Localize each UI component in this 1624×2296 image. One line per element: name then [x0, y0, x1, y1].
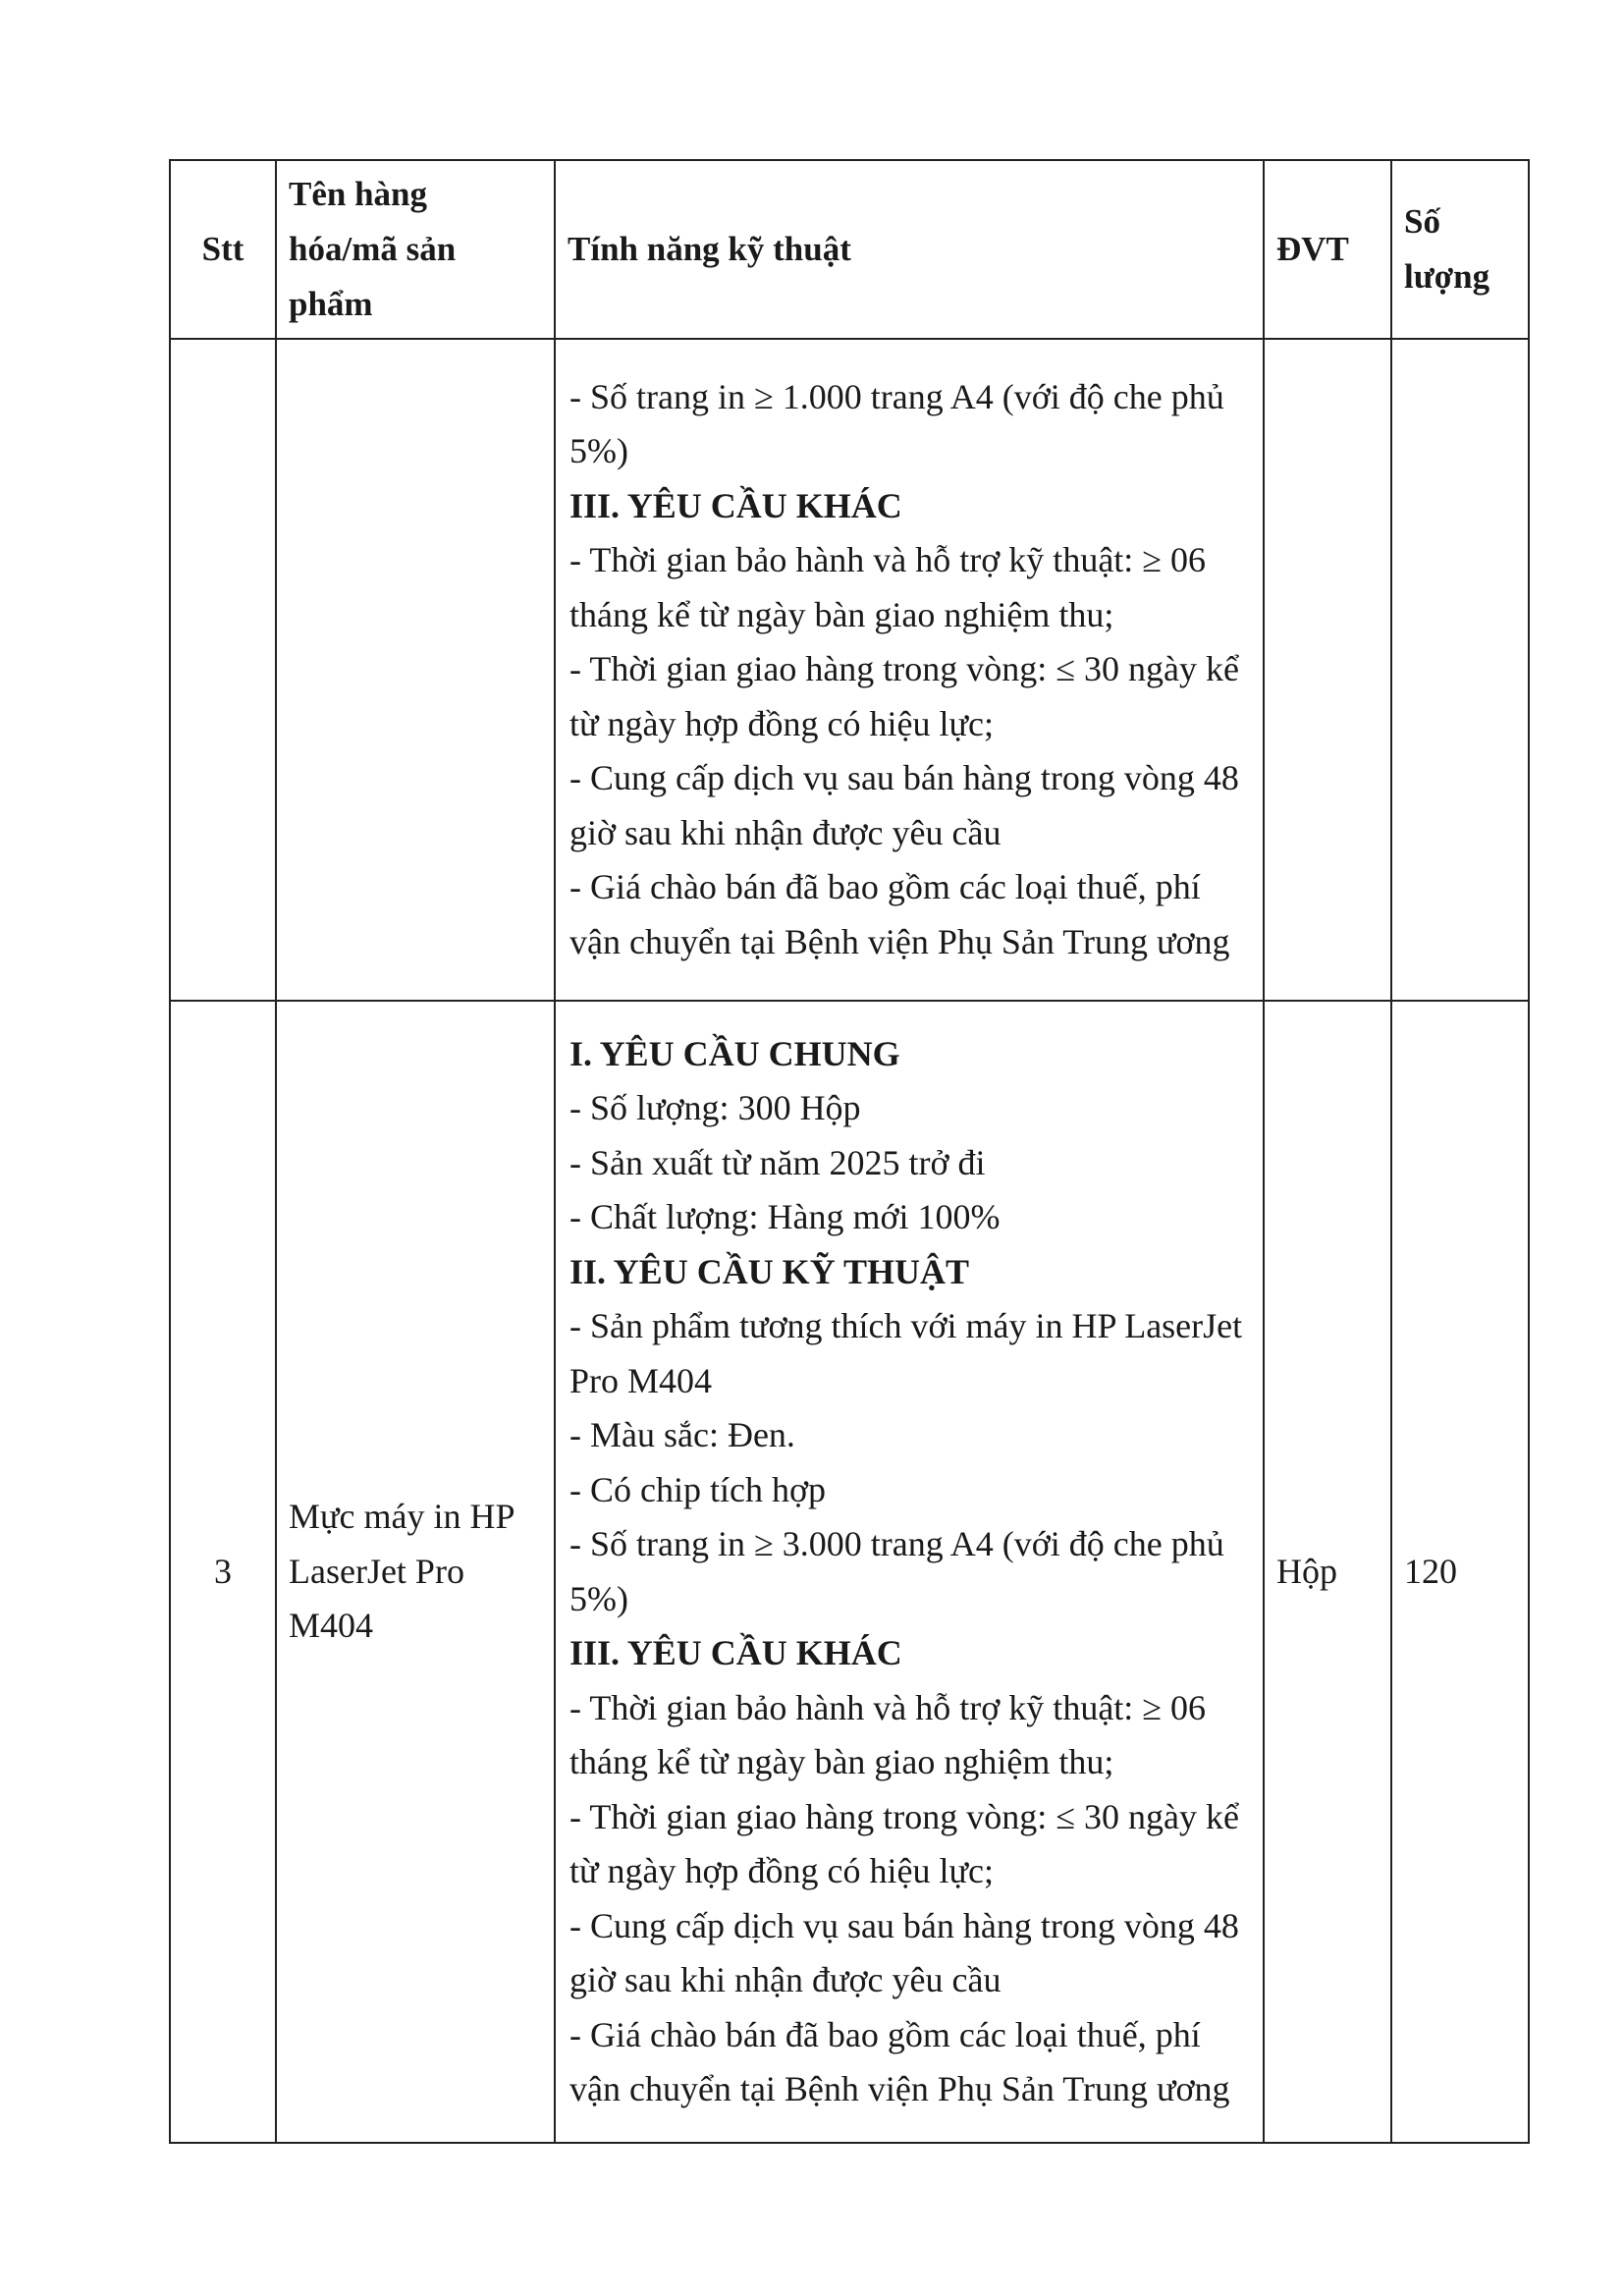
spec-line: - Thời gian bảo hành và hỗ trợ kỹ thuật: ≥ 06 tháng kể từ ngày bàn giao nghiệm thu; — [569, 540, 1207, 634]
cell-stt-empty — [170, 339, 276, 1001]
spec-line: - Thời gian giao hàng trong vòng: ≤ 30 ngày kể từ ngày hợp đồng có hiệu lực; — [569, 1796, 1240, 1890]
table-row-item-3 — [170, 1001, 1529, 2143]
spec-list-item — [569, 1027, 1251, 2117]
spec-line: - Số trang in ≥ 3.000 trang A4 (với độ che phủ 5%) — [569, 1524, 1224, 1618]
cell-name-empty — [276, 339, 555, 1001]
header-qty: Số lượng — [1391, 160, 1529, 339]
cell-qty: 120 — [1391, 1001, 1529, 2143]
cell-spec-continued — [555, 339, 1264, 1001]
header-stt: Stt — [170, 160, 276, 339]
spec-line: - Cung cấp dịch vụ sau bán hàng trong vòng 48 giờ sau khi nhận được yêu cầu — [569, 758, 1239, 852]
spec-section-heading: III. YÊU CẦU KHÁC — [569, 485, 902, 525]
table-row-continued — [170, 339, 1529, 1001]
spec-section-heading: III. YÊU CẦU KHÁC — [569, 1633, 902, 1672]
spec-line: - Giá chào bán đã bao gồm các loại thuế, phí vận chuyển tại Bệnh viện Phụ Sản Trung ương — [569, 2014, 1230, 2108]
cell-unit-empty — [1264, 339, 1391, 1001]
spec-line: - Cung cấp dịch vụ sau bán hàng trong vòng 48 giờ sau khi nhận được yêu cầu — [569, 1905, 1239, 1999]
cell-stt: 3 — [170, 1001, 276, 2143]
spec-line: - Chất lượng: Hàng mới 100% — [569, 1197, 1001, 1236]
spec-line: - Giá chào bán đã bao gồm các loại thuế, phí vận chuyển tại Bệnh viện Phụ Sản Trung ương — [569, 867, 1230, 961]
table-header-row — [170, 160, 1529, 339]
spec-line: - Thời gian giao hàng trong vòng: ≤ 30 ngày kể từ ngày hợp đồng có hiệu lực; — [569, 649, 1240, 743]
spec-section-heading: I. YÊU CẦU CHUNG — [569, 1033, 900, 1073]
spec-line: - Số trang in ≥ 1.000 trang A4 (với độ che phủ 5%) — [569, 376, 1224, 471]
spec-line: - Màu sắc: Đen. — [569, 1415, 795, 1454]
spec-table — [169, 159, 1530, 2144]
header-unit: ĐVT — [1264, 160, 1391, 339]
spec-line: - Có chip tích hợp — [569, 1469, 826, 1509]
cell-spec-item — [555, 1001, 1264, 2143]
cell-qty-empty — [1391, 339, 1529, 1001]
spec-line: - Sản phẩm tương thích với máy in HP LaserJet Pro M404 — [569, 1306, 1243, 1400]
spec-line: - Số lượng: 300 Hộp — [569, 1088, 861, 1127]
cell-unit: Hộp — [1264, 1001, 1391, 2143]
cell-product-name: Mực máy in HP LaserJet Pro M404 — [276, 1001, 555, 2143]
header-name: Tên hàng hóa/mã sản phẩm — [276, 160, 555, 339]
spec-list-continued — [569, 370, 1251, 970]
spec-section-heading: II. YÊU CẦU KỸ THUẬT — [569, 1251, 970, 1291]
spec-line: - Thời gian bảo hành và hỗ trợ kỹ thuật: ≥ 06 tháng kể từ ngày bàn giao nghiệm thu; — [569, 1687, 1207, 1781]
header-spec: Tính năng kỹ thuật — [555, 160, 1264, 339]
spec-line: - Sản xuất từ năm 2025 trở đi — [569, 1142, 986, 1182]
